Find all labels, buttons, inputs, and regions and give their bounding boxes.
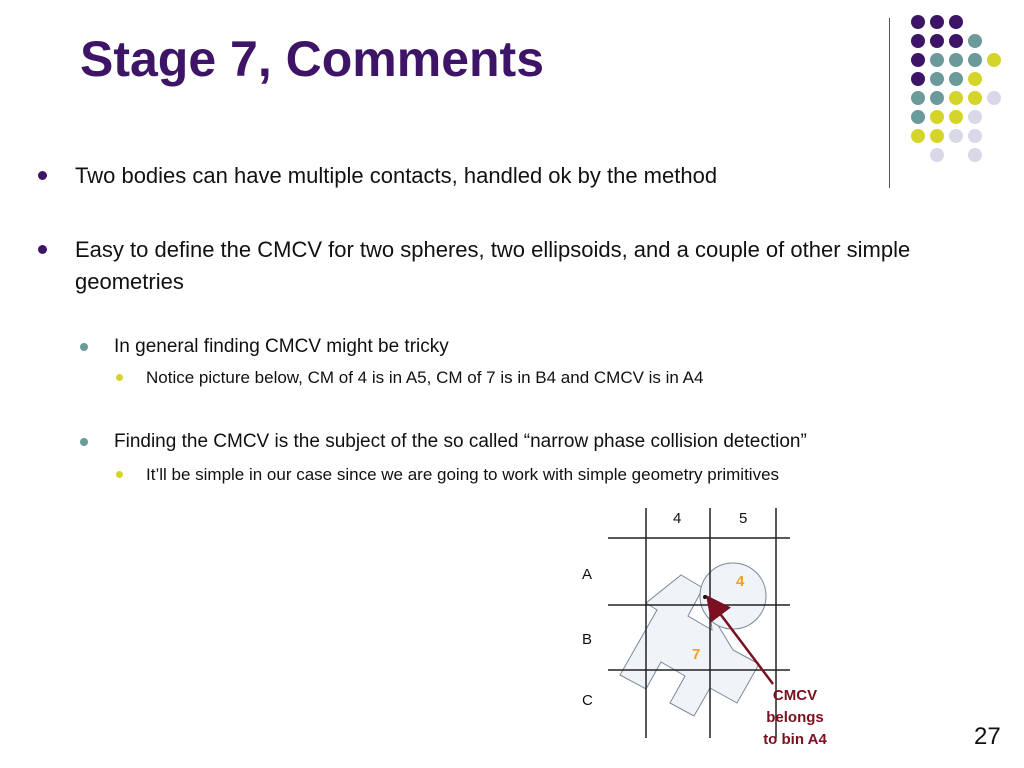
cmcv-point: [703, 595, 707, 599]
body-label: 7: [692, 646, 701, 663]
bullet-item: Notice picture below, CM of 4 is in A5, CM of 7 is in B4 and CMCV is in A4: [146, 368, 704, 387]
callout-text: to bin A4: [763, 731, 827, 748]
callout-text: belongs: [766, 709, 824, 726]
row-label: A: [582, 566, 593, 583]
callout-text: CMCV: [772, 687, 818, 704]
bullet-item: Two bodies can have multiple contacts, handled ok by the method: [75, 163, 718, 188]
page-number: 27: [974, 723, 1001, 750]
column-label: 4: [673, 510, 682, 527]
bullet-item: Easy to define the CMCV for two spheres, two ellipsoids, and a couple of other simple geometries: [75, 237, 911, 294]
column-label: 5: [739, 510, 748, 527]
row-label: B: [582, 631, 593, 648]
bullet-item: Finding the CMCV is the subject of the so called “narrow phase collision detection”: [114, 431, 807, 452]
slide-title: Stage 7, Comments: [80, 31, 545, 87]
bullet-item: It’ll be simple in our case since we are going to work with simple geometry primitives: [146, 465, 780, 484]
body-label: 4: [736, 573, 745, 590]
bullet-item: In general finding CMCV might be tricky: [114, 336, 449, 357]
row-label: C: [582, 692, 593, 709]
